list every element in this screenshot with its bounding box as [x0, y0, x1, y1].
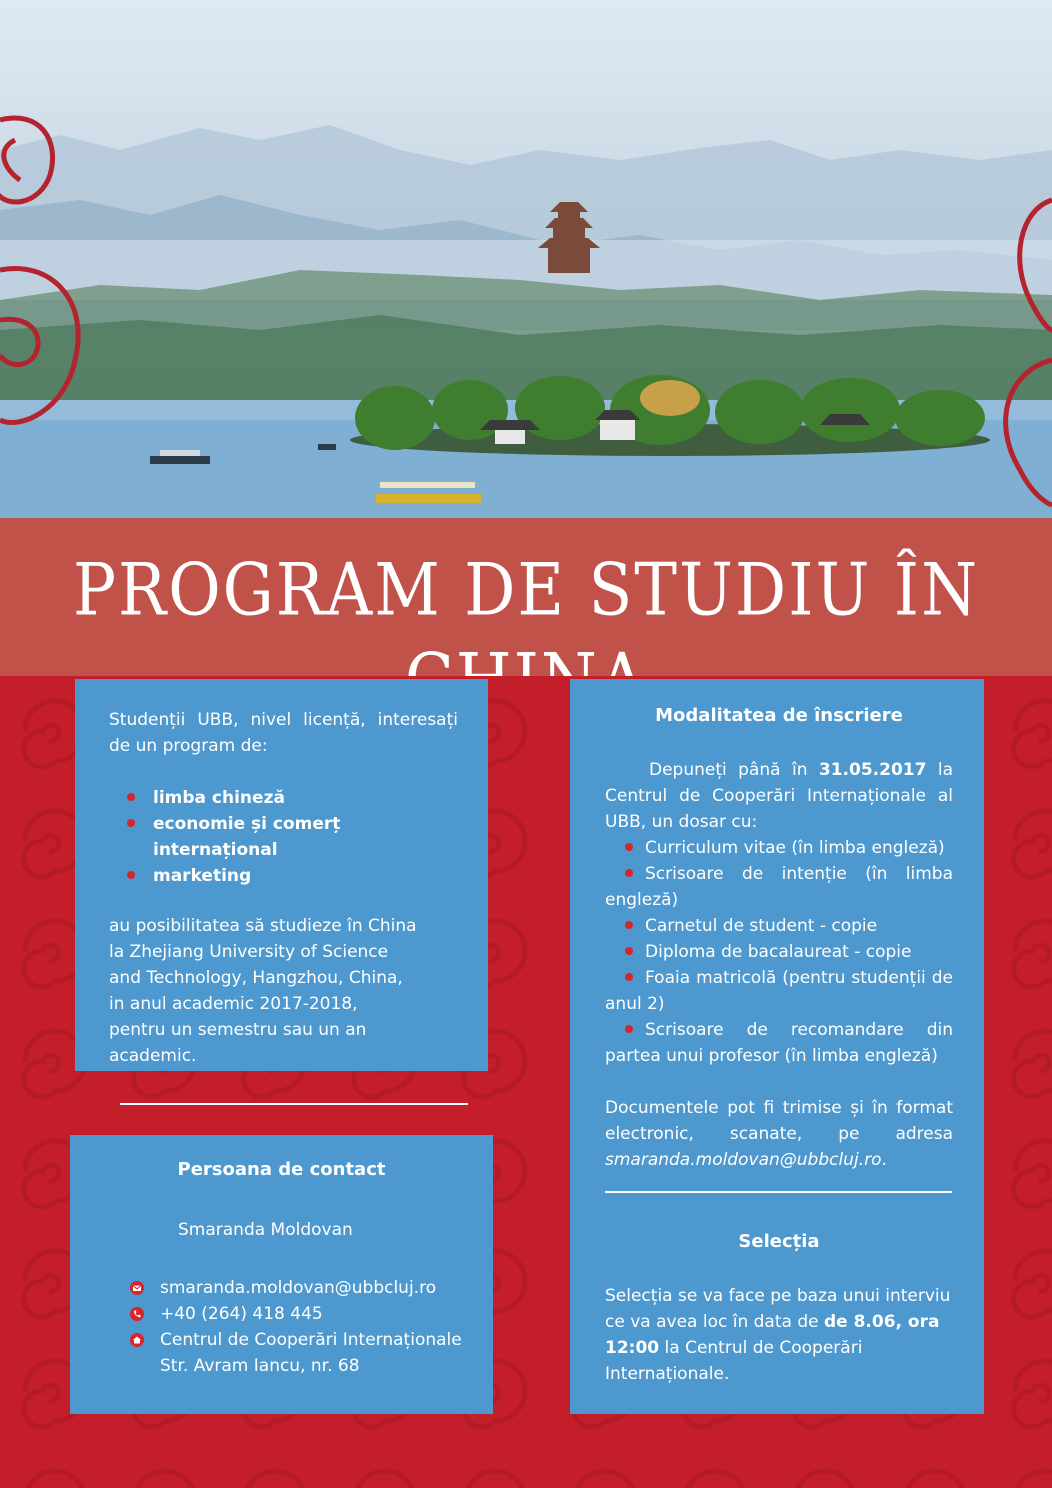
bullet-icon [625, 869, 633, 877]
document-item [605, 861, 953, 913]
document-label: Scrisoare de intenție (în limba engleză) [605, 864, 953, 910]
topic-item [127, 811, 458, 863]
contact-details [130, 1275, 473, 1379]
bullet-icon [625, 921, 633, 929]
topic-label: economie și comerț internațional [153, 814, 341, 860]
page-title: PROGRAM DE STUDIU ÎN [72, 549, 980, 633]
submission-note [605, 1095, 953, 1173]
address-line-2: Str. Avram Iancu, nr. 68 [160, 1356, 360, 1376]
program-info-box [75, 679, 488, 1071]
document-label: Curriculum vitae (în limba engleză) [645, 838, 945, 858]
document-item [605, 835, 953, 861]
divider-left [120, 1103, 468, 1105]
selection-location: la Centrul de Cooperări Internaționale. [605, 1338, 863, 1384]
selection-text [605, 1283, 953, 1387]
address-line-1: Centrul de Cooperări Internaționale [160, 1330, 462, 1350]
document-label: Scrisoare de recomandare din partea unui profesor (în limba engleză) [605, 1020, 953, 1066]
bullet-icon [625, 1025, 633, 1033]
phone-icon [130, 1307, 144, 1321]
contact-heading: Persoana de contact [177, 1159, 386, 1180]
topic-item [127, 863, 458, 889]
document-item [605, 965, 953, 1017]
contact-phone [130, 1301, 473, 1327]
bullet-icon [127, 819, 135, 827]
bullet-icon [625, 843, 633, 851]
intro-text-end: la Centrul de Cooperări Internaționale al UBB, un dosar cu: [605, 760, 953, 832]
bullet-icon [625, 973, 633, 981]
contact-name: Smaranda Moldovan [178, 1220, 353, 1240]
documents-list [605, 835, 953, 1069]
contact-address [130, 1327, 473, 1353]
document-item [605, 939, 953, 965]
home-icon [130, 1333, 144, 1347]
document-label: Diploma de bacalaureat - copie [645, 942, 912, 962]
hero-landscape-image [0, 0, 1052, 520]
contact-email-link[interactable]: smaranda.moldovan@ubbcluj.ro [160, 1278, 437, 1298]
deadline-date: 31.05.2017 [818, 760, 927, 780]
bullet-icon [127, 793, 135, 801]
contact-address-2 [130, 1353, 473, 1379]
selection-intro: Selecția se va face pe baza unui interviu ce va avea loc în data de [605, 1286, 951, 1332]
document-item [605, 1017, 953, 1069]
selection-heading: Selecția [738, 1231, 820, 1252]
topic-list [127, 785, 458, 889]
topic-item [127, 785, 458, 811]
submission-email-link[interactable]: smaranda.moldovan@ubbcluj.ro [605, 1150, 882, 1170]
program-description: au posibilitatea să studieze în China la Zhejiang University of Science and Technology, Hangzhou, China, in anul academic 2017-2018, pentru un semestru sau un an academic. [109, 916, 417, 1066]
document-label: Carnetul de student - copie [645, 916, 878, 936]
bullet-icon [625, 947, 633, 955]
topic-label: marketing [153, 866, 252, 886]
contact-email [130, 1275, 473, 1301]
contact-phone-number[interactable]: +40 (264) 418 445 [160, 1304, 323, 1324]
submission-text: Documentele pot fi trimise și în format electronic, scanate, pe adresa [605, 1098, 953, 1144]
document-item [605, 913, 953, 939]
divider-right [605, 1191, 952, 1193]
intro-text: Depuneți până în [649, 760, 819, 780]
enrollment-heading: Modalitatea de înscriere [655, 705, 903, 726]
program-intro: Studenții UBB, nivel licență, interesați de un program de: [109, 710, 458, 756]
email-icon [130, 1281, 144, 1295]
bullet-icon [127, 871, 135, 879]
enrollment-box [570, 679, 984, 1414]
contact-box [70, 1135, 493, 1414]
submission-end: . [881, 1150, 887, 1170]
landscape-illustration [0, 0, 1052, 520]
enrollment-intro [605, 757, 953, 835]
topic-label: limba chineză [153, 788, 285, 808]
selection-date: de 8.06, ora 12:00 [605, 1312, 940, 1358]
document-label: Foaia matricolă (pentru studenții de anul 2) [605, 968, 953, 1014]
